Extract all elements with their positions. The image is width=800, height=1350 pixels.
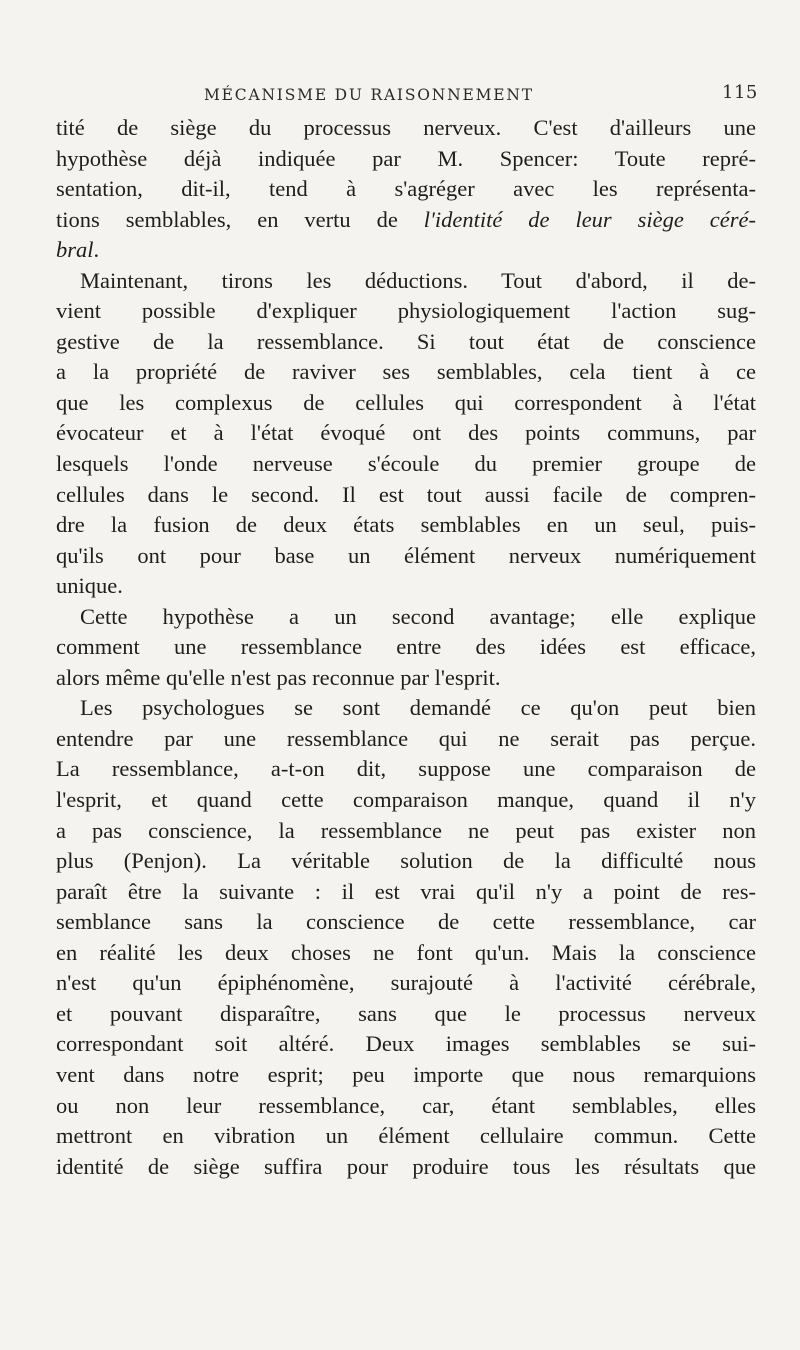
paragraph-start-line: Maintenant, tirons les déductions. Tout d'abord, il de-	[80, 267, 756, 293]
text-line: que les complexus de cellules qui correspondent à l'état	[56, 389, 756, 415]
italic-run: bral	[56, 237, 94, 263]
text-line: vent dans notre esprit; peu importe que nous remarquions	[56, 1061, 756, 1087]
text-line: La ressemblance, a-t-on dit, suppose une comparaison de	[56, 756, 756, 782]
text-line: paraît être la suivante : il est vrai qu'il n'y a point de res-	[56, 878, 756, 904]
page-number: 115	[722, 82, 758, 103]
text-line: n'est qu'un épiphénomène, surajouté à l'activité cérébrale,	[56, 970, 756, 996]
paragraph-start-line: Cette hypothèse a un second avantage; elle explique	[80, 603, 756, 629]
text-line: semblance sans la conscience de cette ressemblance, car	[56, 909, 756, 935]
text-line: en réalité les deux choses ne font qu'un. Mais la conscience	[56, 939, 756, 965]
text-line: évocateur et à l'état évoqué ont des points communs, par	[56, 420, 756, 446]
text-line: gestive de la ressemblance. Si tout état de conscience	[56, 328, 756, 354]
text-line: hypothèse déjà indiquée par M. Spencer: Toute repré-	[56, 145, 756, 171]
text-line: vient possible d'expliquer physiologiquement l'action sug-	[56, 298, 756, 324]
text-line: identité de siège suffira pour produire tous les résultats que	[56, 1153, 756, 1179]
text-line: a pas conscience, la ressemblance ne peut pas exister non	[56, 817, 756, 843]
text-run: .	[93, 237, 100, 263]
text-run: tions semblables, en vertu de	[56, 206, 398, 232]
text-line	[56, 235, 756, 266]
running-title: MÉCANISME DU RAISONNEMENT	[204, 86, 534, 104]
text-line: tité de siège du processus nerveux. C'est d'ailleurs une	[56, 115, 756, 140]
text-line: mettront en vibration un élément cellulaire commun. Cette	[56, 1123, 756, 1149]
text-line	[56, 205, 756, 236]
text-line: cellules dans le second. Il est tout aussi facile de compren-	[56, 481, 756, 507]
text-line: qu'ils ont pour base un élément nerveux numériquement	[56, 542, 756, 568]
page-body	[56, 113, 756, 1182]
text-line: correspondant soit altéré. Deux images semblables se sui-	[56, 1031, 756, 1057]
paragraph-start-line: Les psychologues se sont demandé ce qu'on peut bien	[80, 695, 756, 721]
text-line: unique.	[56, 573, 123, 599]
text-line: ou non leur ressemblance, car, étant semblables, elles	[56, 1092, 756, 1118]
text-line: sentation, dit-il, tend à s'agréger avec les représenta-	[56, 176, 756, 202]
text-line: l'esprit, et quand cette comparaison manque, quand il n'y	[56, 787, 756, 813]
text-line: lesquels l'onde nerveuse s'écoule du premier groupe de	[56, 451, 756, 477]
text-line: comment une ressemblance entre des idées est efficace,	[56, 634, 756, 660]
text-line: entendre par une ressemblance qui ne serait pas perçue.	[56, 725, 756, 751]
text-line: a la propriété de raviver ses semblables, cela tient à ce	[56, 359, 756, 385]
italic-run: l'identité de leur siège céré-	[423, 206, 756, 232]
text-line: plus (Penjon). La véritable solution de la difficulté nous	[56, 848, 756, 874]
text-line: dre la fusion de deux états semblables en un seul, puis-	[56, 512, 756, 538]
text-line: alors même qu'elle n'est pas reconnue par l'esprit.	[56, 664, 501, 690]
text-line: et pouvant disparaître, sans que le processus nerveux	[56, 1000, 756, 1026]
